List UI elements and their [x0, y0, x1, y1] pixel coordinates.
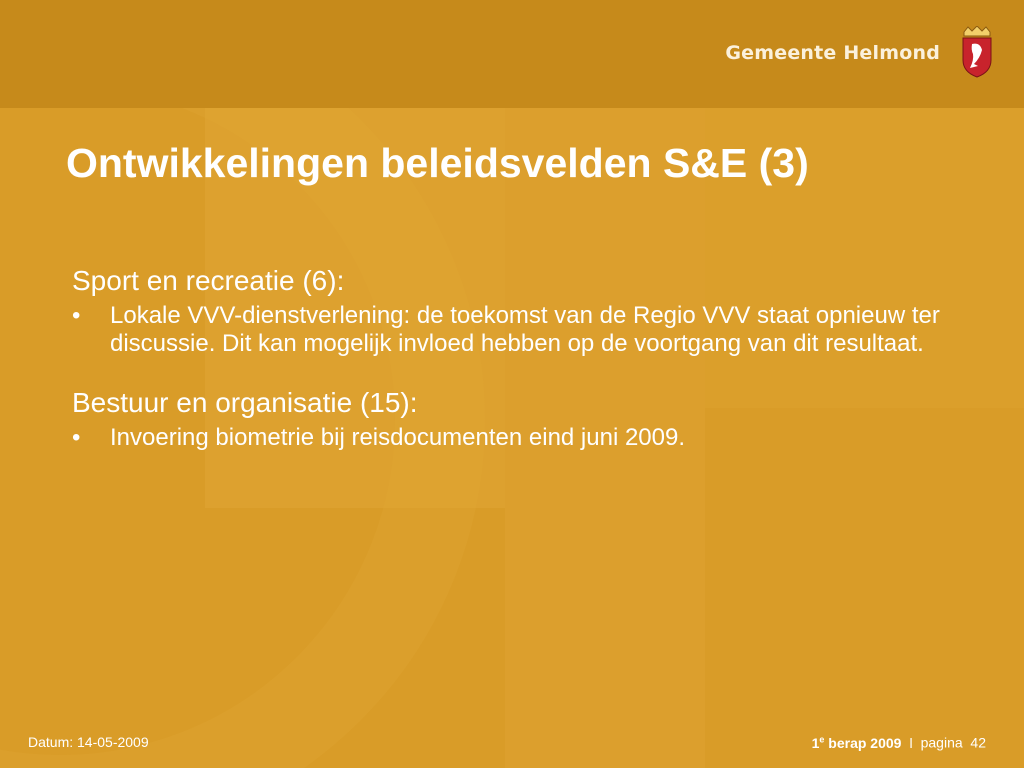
- page-label: pagina: [920, 734, 963, 751]
- bullet-icon: •: [72, 302, 81, 329]
- report-superscript: e: [819, 734, 825, 744]
- footer-date: Datum: 14-05-2009: [28, 734, 149, 750]
- footer-separator: l: [909, 734, 913, 751]
- bullet-text: Lokale VVV-dienstverlening: de toekomst van de Regio VVV staat opnieuw ter discussie. Dit kan mogelijk invloed hebben op de voortgang van dit resultaat.: [110, 302, 940, 357]
- bullet-item: [72, 302, 972, 358]
- bullet-item: [72, 424, 972, 452]
- section-heading: Bestuur en organisatie (15):: [72, 387, 418, 418]
- report-label: [812, 735, 902, 751]
- bullet-text: Invoering biometrie bij reisdocumenten eind juni 2009.: [110, 424, 686, 451]
- footer: [0, 726, 1024, 768]
- section-spacer: [72, 358, 972, 386]
- report-number: 1: [811, 734, 820, 751]
- bullet-icon: •: [72, 424, 81, 451]
- slide-content: [72, 264, 972, 452]
- brand-name: Gemeente Helmond: [725, 42, 940, 64]
- helmond-coat-of-arms-icon: [960, 26, 994, 78]
- footer-page-info: [812, 734, 986, 751]
- section-sport: [72, 264, 972, 358]
- report-name: berap 2009: [824, 734, 902, 751]
- page-number: 42: [970, 734, 986, 751]
- slide-title: Ontwikkelingen beleidsvelden S&E (3): [66, 140, 809, 186]
- section-heading: Sport en recreatie (6):: [72, 265, 345, 296]
- section-bestuur: [72, 386, 972, 452]
